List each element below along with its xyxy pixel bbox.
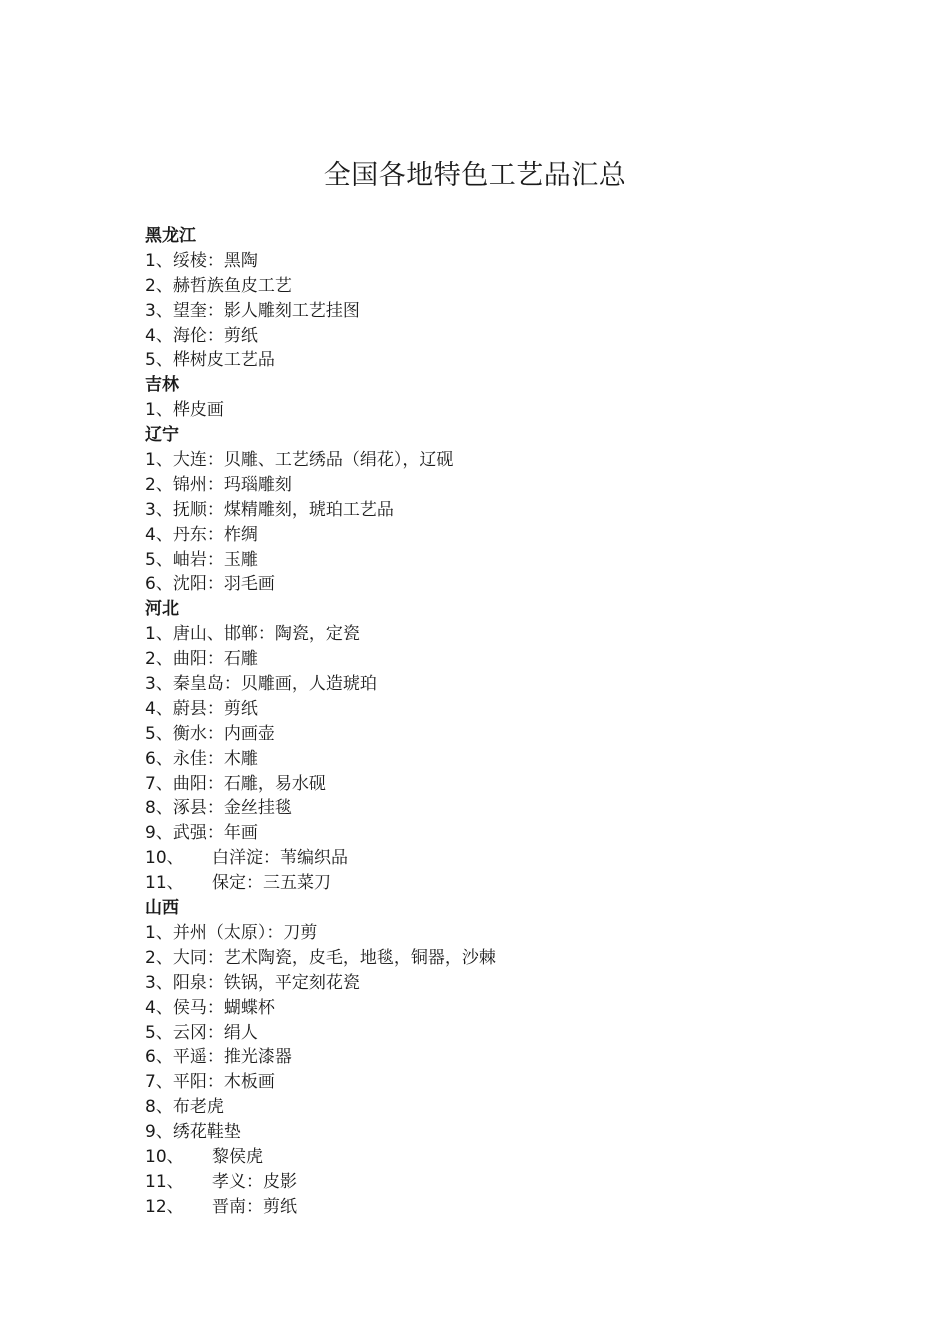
- item-text: 涿县：金丝挂毯: [172, 798, 292, 819]
- list-item: [145, 523, 845, 548]
- list-item: [145, 647, 845, 672]
- item-text: 大同：艺术陶瓷，皮毛，地毯，铜器，沙棘: [172, 947, 496, 968]
- item-number: 8、: [145, 798, 173, 819]
- item-text: 沈阳：羽毛画: [172, 574, 275, 595]
- list-item: [145, 921, 845, 946]
- item-number: 2、: [145, 649, 173, 670]
- item-text: 孝义：皮影: [212, 1171, 297, 1192]
- list-item: [145, 971, 845, 996]
- list-item: [145, 946, 845, 971]
- list-item: [145, 1045, 845, 1070]
- item-number: 6、: [145, 1047, 173, 1068]
- list-item: [145, 672, 845, 697]
- item-number: 6、: [145, 574, 173, 595]
- item-text: 晋南：剪纸: [212, 1196, 297, 1217]
- list-item: [145, 1021, 845, 1046]
- item-text: 大连：贝雕、工艺绣品（绢花），辽砚: [172, 450, 454, 471]
- item-text: 并州（太原）：刀剪: [172, 922, 318, 943]
- item-text: 平遥：推光漆器: [172, 1047, 292, 1068]
- section-heading: 山西: [145, 898, 179, 919]
- item-text: 岫岩：玉雕: [172, 549, 258, 570]
- item-number: 4、: [145, 524, 173, 545]
- item-text: 衡水：内画壶: [172, 723, 275, 744]
- item-text: 保定：三五菜刀: [212, 873, 331, 894]
- item-number: 11、: [145, 1171, 184, 1192]
- list-item: [145, 274, 845, 299]
- item-number: 4、: [145, 325, 173, 346]
- list-item: [145, 398, 845, 423]
- item-text: 布老虎: [172, 1097, 224, 1118]
- item-number: 8、: [145, 1097, 173, 1118]
- list-item: [145, 1120, 845, 1145]
- list-item: [145, 348, 845, 373]
- item-number: 7、: [145, 773, 173, 794]
- list-item: [145, 1170, 845, 1195]
- section-heading: 吉林: [145, 375, 179, 396]
- item-text: 桦树皮工艺品: [172, 350, 275, 371]
- section-heading: 河北: [145, 599, 179, 620]
- list-item: [145, 821, 845, 846]
- item-text: 平阳：木板画: [172, 1072, 275, 1093]
- item-number: 1、: [145, 400, 173, 421]
- list-item: [145, 572, 845, 597]
- section-heading: 辽宁: [145, 425, 179, 446]
- list-item: [145, 996, 845, 1021]
- item-text: 锦州：玛瑙雕刻: [172, 474, 292, 495]
- item-text: 桦皮画: [172, 400, 224, 421]
- list-item: [145, 548, 845, 573]
- item-text: 曲阳：石雕: [172, 649, 258, 670]
- item-number: 1、: [145, 922, 173, 943]
- item-text: 白洋淀：苇编织品: [212, 848, 348, 869]
- item-text: 武强：年画: [172, 823, 258, 844]
- item-text: 永佳：木雕: [172, 748, 258, 769]
- list-item: [145, 697, 845, 722]
- item-text: 阳泉：铁锅，平定刻花瓷: [172, 972, 360, 993]
- item-number: 7、: [145, 1072, 173, 1093]
- item-text: 蔚县：剪纸: [172, 698, 258, 719]
- item-number: 4、: [145, 698, 173, 719]
- item-text: 绥棱：黑陶: [172, 250, 258, 271]
- item-number: 1、: [145, 624, 173, 645]
- item-number: 3、: [145, 972, 173, 993]
- item-number: 11、: [145, 873, 184, 894]
- item-number: 3、: [145, 674, 173, 695]
- section-heading: 黑龙江: [145, 226, 196, 246]
- item-number: 12、: [145, 1196, 184, 1217]
- item-number: 10、: [145, 1146, 184, 1167]
- item-number: 3、: [145, 300, 173, 321]
- item-number: 6、: [145, 748, 173, 769]
- list-item: [145, 249, 845, 274]
- list-item: [145, 796, 845, 821]
- item-number: 5、: [145, 723, 173, 744]
- document-title: 全国各地特色工艺品汇总: [323, 160, 627, 191]
- item-text: 云冈：绢人: [172, 1022, 258, 1043]
- item-text: 绣花鞋垫: [172, 1122, 241, 1143]
- list-item: [145, 1195, 845, 1220]
- item-number: 2、: [145, 275, 173, 296]
- item-number: 5、: [145, 1022, 173, 1043]
- item-number: 2、: [145, 474, 173, 495]
- item-number: 1、: [145, 250, 173, 271]
- list-item: [145, 1095, 845, 1120]
- list-item: [145, 448, 845, 473]
- list-item: [145, 622, 845, 647]
- item-text: 丹东：柞绸: [172, 524, 258, 545]
- item-text: 秦皇岛：贝雕画，人造琥珀: [172, 674, 377, 695]
- item-number: 4、: [145, 997, 173, 1018]
- item-number: 5、: [145, 549, 173, 570]
- list-item: [145, 846, 845, 871]
- list-item: [145, 1070, 845, 1095]
- list-item: [145, 473, 845, 498]
- list-item: [145, 1145, 845, 1170]
- item-number: 2、: [145, 947, 173, 968]
- item-number: 5、: [145, 350, 173, 371]
- item-text: 唐山、邯郸：陶瓷，定瓷: [172, 624, 360, 645]
- list-item: [145, 871, 845, 896]
- item-text: 侯马：蝴蝶杯: [172, 997, 275, 1018]
- list-item: [145, 498, 845, 523]
- list-item: [145, 747, 845, 772]
- item-text: 赫哲族鱼皮工艺: [172, 275, 292, 296]
- item-text: 曲阳：石雕，易水砚: [172, 773, 326, 794]
- item-text: 海伦：剪纸: [172, 325, 258, 346]
- item-number: 3、: [145, 499, 173, 520]
- list-item: [145, 324, 845, 349]
- item-text: 黎侯虎: [212, 1146, 263, 1167]
- item-text: 抚顺：煤精雕刻，琥珀工艺品: [172, 499, 394, 520]
- item-number: 9、: [145, 1122, 173, 1143]
- list-item: [145, 772, 845, 797]
- document-body: [145, 224, 845, 1220]
- item-number: 9、: [145, 823, 173, 844]
- list-item: [145, 299, 845, 324]
- item-number: 1、: [145, 450, 173, 471]
- list-item: [145, 722, 845, 747]
- item-number: 10、: [145, 848, 184, 869]
- item-text: 望奎：影人雕刻工艺挂图: [172, 300, 360, 321]
